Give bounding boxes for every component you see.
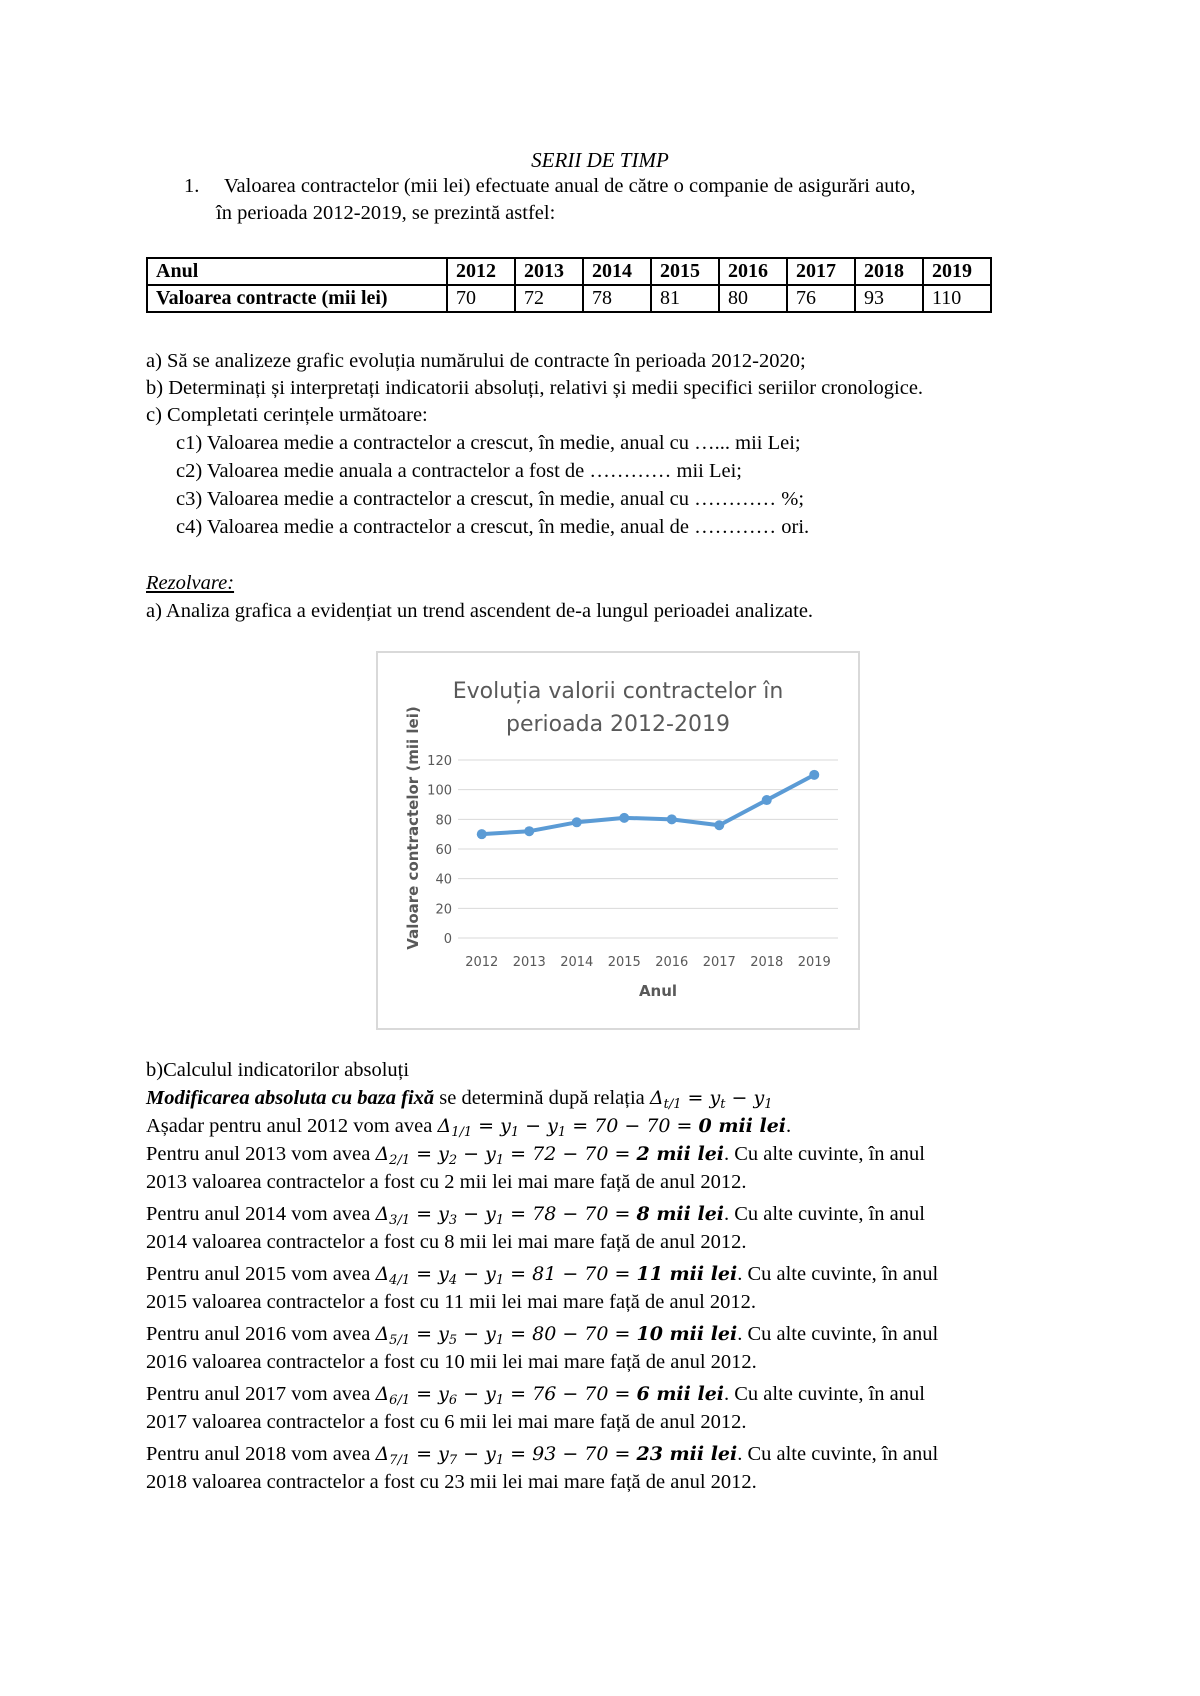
solution-b-heading: b)Calculul indicatorilor absoluți [146,1059,410,1081]
formula-part: − y [519,1115,558,1137]
calc-formula [375,1143,637,1168]
calc-after: . Cu alte cuvinte, în anul [724,1143,925,1165]
formula-part: = 70 − 70 = [566,1115,699,1137]
table-cell: 2014 [583,258,651,285]
document-title: SERII DE TIMP [531,148,669,172]
fixed-base-formula [649,1087,773,1112]
formula-symbol: Δ [375,1203,390,1225]
formula-subscript: 7/1 [389,1453,411,1468]
chart-data-point [667,814,677,824]
calculation-interpretation: 2015 valoarea contractelor a fost cu 11 mii lei mai mare față de anul 2012. [146,1291,757,1313]
calc-formula [375,1203,637,1228]
formula-subscript: 3 [448,1213,458,1228]
chart-x-tick-label: 2013 [512,955,546,970]
formula-subscript: 6 [448,1393,458,1408]
formula-symbol: Δ [375,1443,390,1465]
formula-subscript: 1 [557,1125,567,1140]
table-cell: 93 [855,285,923,312]
chart-data-point [524,826,534,836]
table-cell: 76 [787,285,855,312]
table-cell: 70 [447,285,515,312]
formula-part: = 81 − 70 = [504,1263,637,1285]
task-c1: c1) Valoarea medie a contractelor a crescut, în medie, anual cu …... mii Lei; [176,432,801,454]
table-cell: 80 [719,285,787,312]
chart-x-tick-label: 2014 [560,955,594,970]
table-row-years [147,258,991,285]
line-chart [376,651,860,1030]
formula-subscript: 3/1 [389,1213,411,1228]
formula-subscript: 4/1 [389,1273,411,1288]
chart-x-tick-label: 2019 [797,955,831,970]
task-c3: c3) Valoarea medie a contractelor a crescut, în medie, anual cu ………… %; [176,488,805,510]
formula-symbol: Δ [437,1115,452,1137]
calc-result: 0 mii lei [698,1115,787,1137]
formula-subscript: 1 [495,1153,505,1168]
chart-title-line2: perioada 2012-2019 [506,712,730,737]
formula-subscript: 4 [448,1273,458,1288]
table-cell: 72 [515,285,583,312]
calc-intro: Pentru anul 2018 vom avea [146,1443,376,1465]
formula-symbol: Δ [375,1323,390,1345]
chart-y-tick-label: 100 [427,783,452,799]
formula-symbol: Δ [375,1263,390,1285]
task-a: a) Să se analizeze grafic evoluția numărului de contracte în perioada 2012-2020; [146,350,806,372]
table-cell: 2016 [719,258,787,285]
calculation-interpretation: 2016 valoarea contractelor a fost cu 10 mii lei mai mare față de anul 2012. [146,1351,757,1373]
chart-data-point [809,770,819,780]
calc-formula [375,1383,637,1408]
formula-part: = y [410,1143,449,1165]
calculation-interpretation: 2014 valoarea contractelor a fost cu 8 mii lei mai mare față de anul 2012. [146,1231,747,1253]
chart-y-tick-label: 60 [435,843,452,858]
formula-part: − y [457,1263,496,1285]
chart-data-point [619,813,629,823]
chart-x-tick-label: 2015 [607,955,641,970]
formula-part: = y [410,1443,449,1465]
calc-result: 10 mii lei [636,1323,738,1345]
chart-y-tick-label: 0 [443,932,452,947]
calc-after: . Cu alte cuvinte, în anul [737,1443,939,1465]
formula-part: = y [410,1383,449,1405]
calc-end: . [786,1115,792,1137]
table-cell: 2019 [923,258,991,285]
chart-data-point [762,795,772,805]
formula-subscript: 1 [764,1097,773,1112]
problem-statement-line2: în perioada 2012-2019, se prezintă astfel: [216,202,556,224]
formula-part: = y [410,1263,449,1285]
chart-svg [378,653,858,1028]
solution-heading: Rezolvare: [146,572,235,594]
formula-part: = 76 − 70 = [504,1383,637,1405]
chart-x-tick-label: 2018 [750,955,784,970]
calc-intro: Pentru anul 2013 vom avea [146,1143,376,1165]
task-c: c) Completati cerințele următoare: [146,404,428,426]
formula-subscript: 1 [495,1333,505,1348]
problem-number: 1. [184,175,200,197]
formula-subscript: 7 [448,1453,458,1468]
chart-series-line [482,775,815,834]
formula-subscript: t [720,1097,726,1112]
formula-part: = y [472,1115,511,1137]
chart-x-axis-label: Anul [638,982,678,1000]
formula-subscript: t/1 [663,1097,682,1112]
formula-part: − y [457,1383,496,1405]
calc-result: 23 mii lei [636,1443,738,1465]
calculation-interpretation: 2017 valoarea contractelor a fost cu 6 mii lei mai mare față de anul 2012. [146,1411,747,1433]
calc-result: 8 mii lei [636,1203,724,1225]
chart-y-tick-label: 40 [435,872,452,888]
fixed-base-term: Modificarea absoluta cu baza fixă [146,1087,435,1109]
table-header-value-label: Valoarea contracte (mii lei) [147,285,447,312]
calc-result: 6 mii lei [636,1383,724,1405]
formula-subscript: 1 [495,1273,505,1288]
formula-part: − y [725,1087,765,1109]
formula-subscript: 2 [448,1153,458,1168]
formula-part: = 78 − 70 = [504,1203,637,1225]
calc-after: . Cu alte cuvinte, în anul [724,1203,925,1225]
table-cell: 2017 [787,258,855,285]
formula-subscript: 1 [495,1393,505,1408]
calc-result: 2 mii lei [636,1143,724,1165]
formula-symbol: Δ [375,1143,390,1165]
table-cell: 78 [583,285,651,312]
chart-series-markers [477,770,820,839]
calc-intro: Pentru anul 2015 vom avea [146,1263,376,1285]
chart-y-ticks [427,754,452,947]
task-c2: c2) Valoarea medie anuala a contractelor a fost de ………… mii Lei; [176,460,742,482]
solution-a-text: a) Analiza grafica a evidențiat un trend ascendent de-a lungul perioadei analizate. [146,600,814,622]
formula-part: − y [457,1443,496,1465]
formula-subscript: 2/1 [389,1153,411,1168]
calc-after: . Cu alte cuvinte, în anul [737,1263,939,1285]
chart-data-point [714,820,724,830]
chart-data-point [572,817,582,827]
formula-part: − y [457,1203,496,1225]
calc-formula [375,1263,637,1288]
chart-x-ticks [465,955,831,970]
table-cell: 2013 [515,258,583,285]
chart-y-tick-label: 20 [435,902,452,918]
chart-data-point [477,829,487,839]
chart-gridlines [458,760,838,938]
calc-formula [375,1443,637,1468]
formula-subscript: 1 [495,1453,505,1468]
chart-x-tick-label: 2012 [465,955,499,970]
formula-part: = y [410,1323,449,1345]
problem-statement-line1: Valoarea contractelor (mii lei) efectuate anual de către o companie de asigurări auto, [224,175,916,197]
formula-part: = 80 − 70 = [504,1323,637,1345]
formula-subscript: 1/1 [451,1125,473,1140]
chart-x-tick-label: 2016 [655,955,689,970]
formula-subscript: 1 [510,1125,520,1140]
formula-subscript: 5/1 [389,1333,411,1348]
formula-part: = 93 − 70 = [504,1443,637,1465]
data-table [146,257,992,313]
calc-after: . Cu alte cuvinte, în anul [737,1323,939,1345]
task-c4: c4) Valoarea medie a contractelor a crescut, în medie, anual de ………… ori. [176,516,810,538]
calc-after: . Cu alte cuvinte, în anul [724,1383,925,1405]
formula-part: − y [457,1323,496,1345]
formula-symbol: Δ [649,1087,664,1109]
calc-intro: Pentru anul 2014 vom avea [146,1203,376,1225]
calc-intro: Așadar pentru anul 2012 vom avea [146,1115,438,1137]
chart-title-line1: Evoluția valorii contractelor în [452,679,784,704]
table-cell: 2012 [447,258,515,285]
calc-formula [437,1115,699,1140]
table-cell: 2018 [855,258,923,285]
chart-x-tick-label: 2017 [702,955,736,970]
calculation-interpretation: 2013 valoarea contractelor a fost cu 2 mii lei mai mare față de anul 2012. [146,1171,747,1193]
formula-subscript: 5 [448,1333,458,1348]
chart-y-axis-label: Valoare contractelor (mii lei) [404,706,422,950]
chart-y-tick-label: 80 [435,813,452,829]
calc-result: 11 mii lei [636,1263,738,1285]
calc-intro: Pentru anul 2016 vom avea [146,1323,376,1345]
formula-subscript: 1 [495,1213,505,1228]
formula-part: = y [681,1087,721,1109]
calc-formula [375,1323,637,1348]
table-header-year-label: Anul [147,258,447,285]
table-cell: 110 [923,285,991,312]
formula-symbol: Δ [375,1383,390,1405]
calculation-interpretation: 2018 valoarea contractelor a fost cu 23 mii lei mai mare față de anul 2012. [146,1471,757,1493]
formula-subscript: 6/1 [389,1393,411,1408]
chart-y-tick-label: 120 [427,754,452,769]
formula-part: = y [410,1203,449,1225]
formula-part: − y [457,1143,496,1165]
table-row-values [147,285,991,312]
formula-part: = 72 − 70 = [504,1143,637,1165]
fixed-base-text: se determină după relația [434,1087,650,1109]
calc-intro: Pentru anul 2017 vom avea [146,1383,376,1405]
task-b: b) Determinați și interpretați indicatorii absoluți, relativi și medii specifici seriilor cronologice. [146,377,924,399]
table-cell: 2015 [651,258,719,285]
table-cell: 81 [651,285,719,312]
